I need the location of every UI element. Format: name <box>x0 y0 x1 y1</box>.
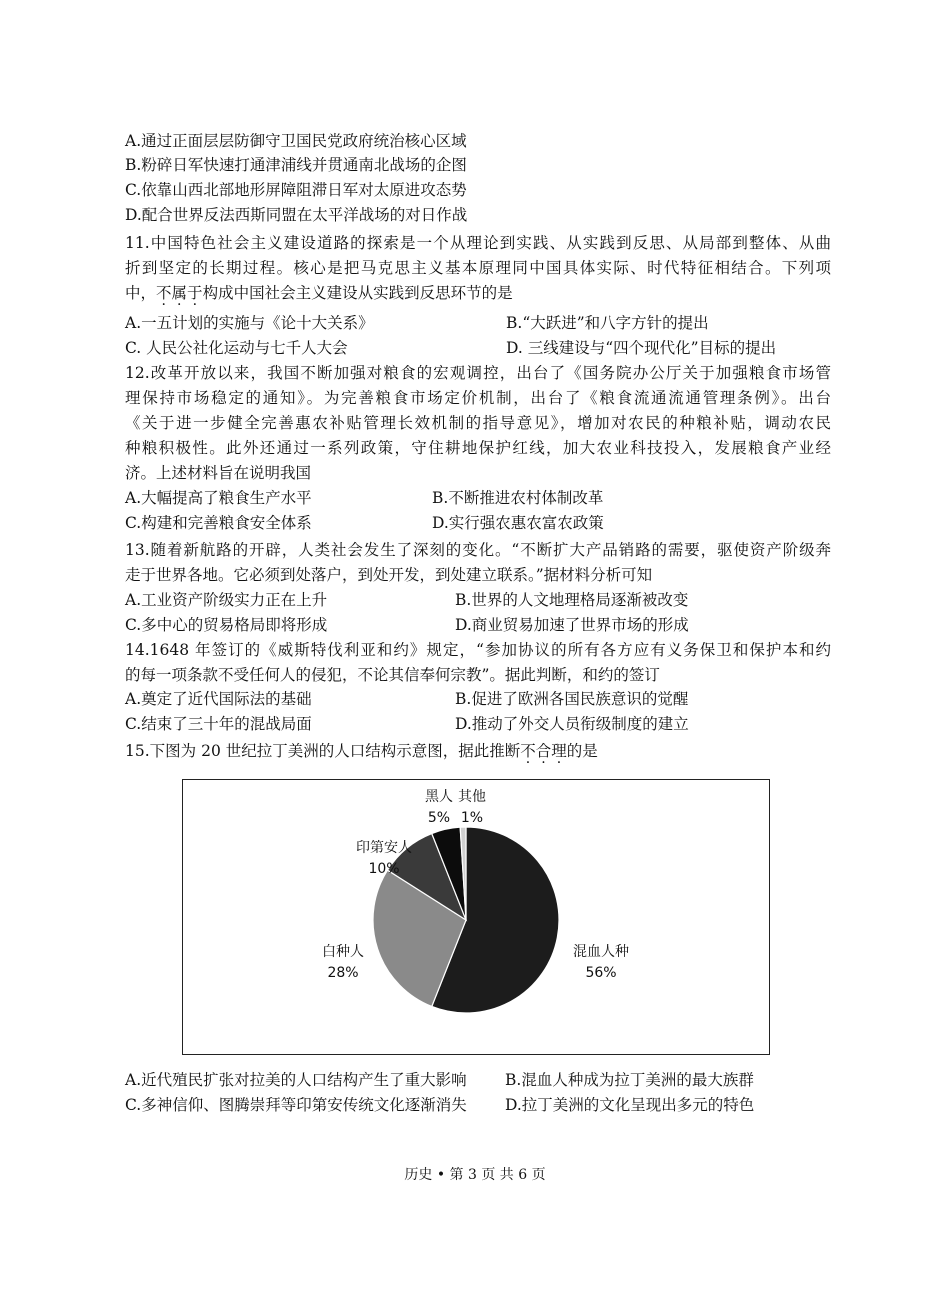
q12-option-a: A.大幅提高了粮食生产水平 <box>125 489 312 507</box>
slice-value-indigenous: 10% <box>368 861 400 877</box>
emphasis-char: 不 <box>520 742 536 760</box>
q12-option-b: B.不断推进农村体制改革 <box>432 489 604 507</box>
q12-option-c: C.构建和完善粮食安全体系 <box>125 514 312 532</box>
q15-stem-pre: 15.下图为 20 世纪拉丁美洲的人口结构示意图，据此推断 <box>125 742 521 760</box>
q13-option-d: D.商业贸易加速了世界市场的形成 <box>455 616 689 634</box>
slice-label-white: 白种人 <box>322 944 364 960</box>
q10-option-b: B.粉碎日军快速打通津浦线并贯通南北战场的企图 <box>125 156 467 174</box>
q10-option-a: A.通过正面层层防御守卫国民党政府统治核心区域 <box>125 132 467 150</box>
q14-stem-line2: 的每一项条款不受任何人的侵犯，不论其信奉何宗教”。据此判断，和约的签订 <box>125 666 660 684</box>
q13-stem-line1: 13.随着新航路的开辟，人类社会发生了深刻的变化。“不断扩大产品销路的需要，驱使资产阶级奔 <box>125 541 831 559</box>
emphasis-char: 合 <box>535 742 552 760</box>
q11-option-d: D. 三线建设与“四个现代化”目标的提出 <box>506 339 777 357</box>
q15-option-d: D.拉丁美洲的文化呈现出多元的特色 <box>505 1096 755 1114</box>
q12-option-d: D.实行强农惠农富农政策 <box>432 514 604 532</box>
q15-option-c: C.多神信仰、图腾崇拜等印第安传统文化逐渐消失 <box>125 1096 467 1114</box>
slice-label-other: 其他 <box>458 789 486 805</box>
q14-stem-line1: 14.1648 年签订的《威斯特伐利亚和约》规定，“参加协议的所有各方应有义务保卫和保护本和约 <box>125 641 831 659</box>
q13-stem-line2: 走于世界各地。它必须到处落户，到处开发，到处建立联系。”据材料分析可知 <box>125 566 653 584</box>
q11-option-c: C. 人民公社化运动与七千人大会 <box>125 339 348 357</box>
population-pie-chart <box>182 779 770 1055</box>
q13-option-c: C.多中心的贸易格局即将形成 <box>125 616 328 634</box>
emphasis-char: 不 <box>156 284 172 302</box>
q10-option-d: D.配合世界反法西斯同盟在太平洋战场的对日作战 <box>125 206 468 224</box>
slice-label-indigenous: 印第安人 <box>356 840 412 856</box>
q12-stem-line5: 济。上述材料旨在说明我国 <box>125 464 312 482</box>
q15-stem <box>125 741 598 761</box>
slice-value-black: 5% <box>427 810 451 826</box>
q11-stem-line3 <box>125 283 513 303</box>
emphasis-char: 于 <box>187 284 203 302</box>
q13-option-a: A.工业资产阶级实力正在上升 <box>125 591 328 609</box>
page-footer: 历史 • 第 3 页 共 6 页 <box>404 1167 546 1183</box>
q12-stem-line3: 《关于进一步健全完善惠农补贴管理长效机制的指导意见》，增加对农民的种粮补贴，调动农民 <box>125 414 831 432</box>
slice-label-mixed: 混血人种 <box>573 944 629 960</box>
pie-chart-svg <box>183 780 769 1054</box>
q14-option-a: A.奠定了近代国际法的基础 <box>125 690 312 708</box>
q15-stem-post: 的是 <box>566 742 598 760</box>
q12-stem-line2: 理保持市场稳定的通知》。为完善粮食市场定价机制，出台了《粮食流通流通管理条例》。出台 <box>125 389 831 407</box>
q11-option-b: B.“大跃进”和八字方针的提出 <box>506 314 709 332</box>
q14-option-b: B.促进了欧洲各国民族意识的觉醒 <box>455 690 689 708</box>
slice-value-white: 28% <box>327 965 359 981</box>
q13-option-b: B.世界的人文地理格局逐渐被改变 <box>455 591 689 609</box>
q14-option-c: C.结束了三十年的混战局面 <box>125 715 312 733</box>
q11-option-a: A.一五计划的实施与《论十大关系》 <box>125 314 374 332</box>
q14-option-d: D.推动了外交人员衔级制度的建立 <box>455 715 689 733</box>
q15-option-b: B.混血人种成为拉丁美洲的最大族群 <box>505 1071 754 1089</box>
slice-value-other: 1% <box>460 810 484 826</box>
slice-value-mixed: 56% <box>585 965 617 981</box>
emphasis-char: 理 <box>551 742 567 760</box>
q11-stem-line1: 11.中国特色社会主义建设道路的探索是一个从理论到实践、从实践到反思、从局部到整体、从曲 <box>125 234 831 252</box>
q12-stem-line4: 种粮积极性。此外还通过一系列政策，守住耕地保护红线，加大农业科技投入，发展粮食产业经 <box>125 439 831 457</box>
emphasis-char: 属 <box>171 284 188 302</box>
q15-option-a: A.近代殖民扩张对拉美的人口结构产生了重大影响 <box>125 1071 467 1089</box>
q11-stem-line2: 折到坚定的长期过程。核心是把马克思主义基本原理同中国具体实际、时代特征相结合。下列项 <box>125 259 831 277</box>
q12-stem-line1: 12.改革开放以来，我国不断加强对粮食的宏观调控，出台了《国务院办公厅关于加强粮食市场管 <box>125 364 831 382</box>
q11-stem-post: 构成中国社会主义建设从实践到反思环节的是 <box>202 284 513 302</box>
q10-option-c: C.依靠山西北部地形屏障阻滞日军对太原进攻态势 <box>125 181 467 199</box>
q11-stem-pre: 中， <box>125 284 157 302</box>
slice-label-black: 黑人 <box>425 789 453 805</box>
